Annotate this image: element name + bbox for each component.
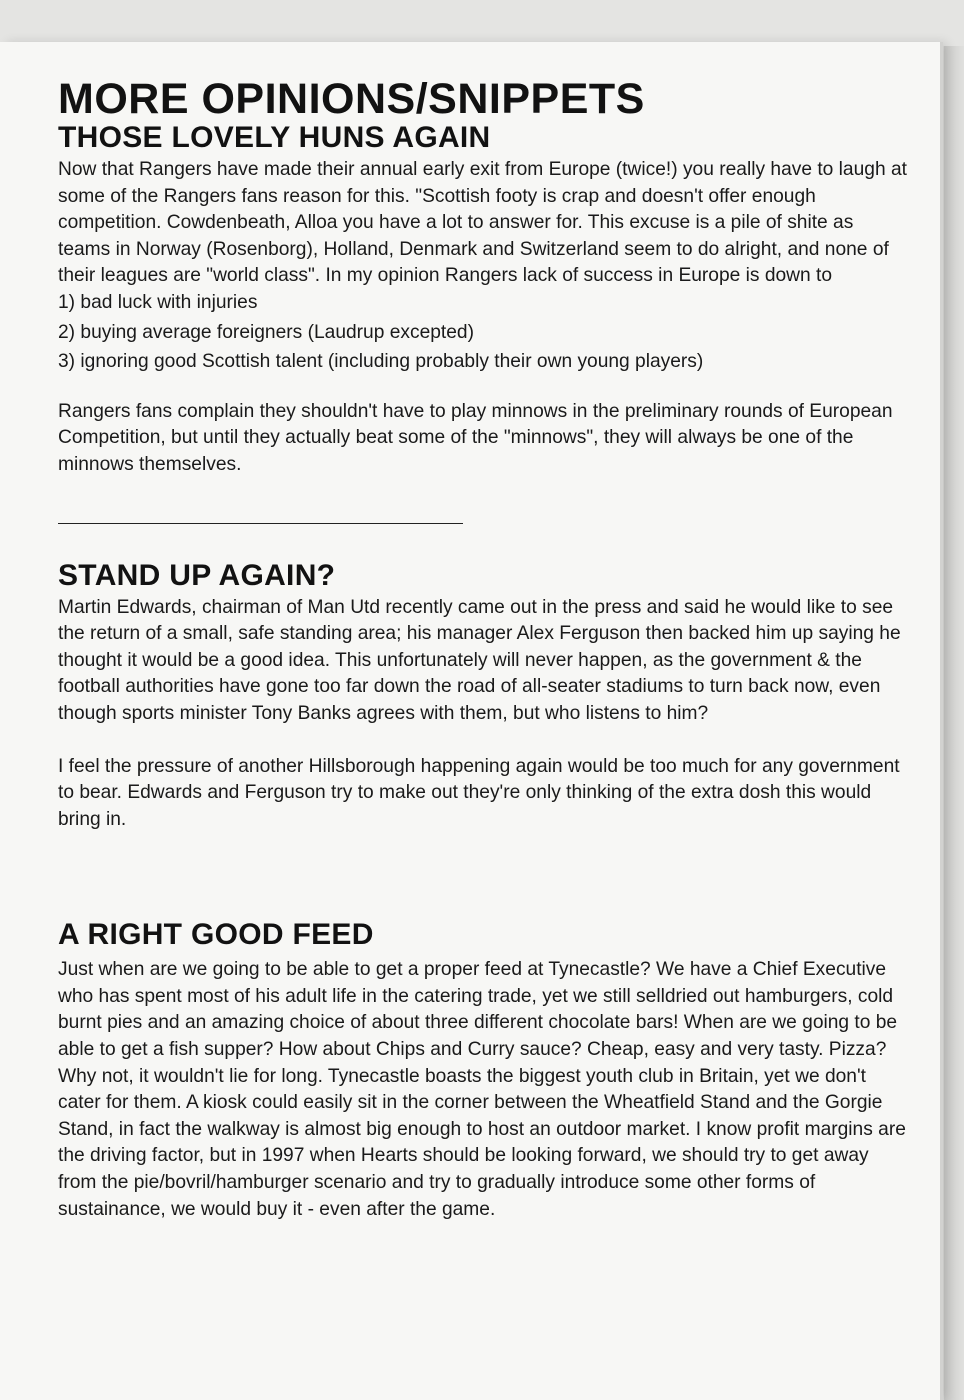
section-heading-stand-up: STAND UP AGAIN?: [58, 558, 336, 592]
section-heading-good-feed: A RIGHT GOOD FEED: [58, 918, 374, 952]
page-edge: [944, 46, 964, 1400]
section-stand-up-paragraph-2: I feel the pressure of another Hillsborough happening again would be too much for any government to bear. Edwards and Ferguson try to make out they're only thinking of the extra dosh this would bring in.: [58, 755, 900, 830]
scanner-background: [0, 0, 964, 46]
section-divider: [58, 523, 463, 524]
list-item: 2) buying average foreigners (Laudrup excepted): [58, 321, 474, 343]
section-heading-huns: THOSE LOVELY HUNS AGAIN: [58, 121, 491, 154]
article-content: [58, 74, 908, 1223]
section-huns-paragraph-1: Now that Rangers have made their annual early exit from Europe (twice!) you really have to laugh at some of the Rangers fans reason for this. "Scottish footy is crap and doesn't offer enough competition. Cowdenbeath, Alloa you have a lot to answer for. This excuse is a pile of shite as teams in Norway (Rosenborg), Holland, Denmark and Switzerland seem to do alright, and none of their leagues are "world class". In my opinion Rangers lack of success in Europe is down to: [58, 159, 907, 287]
section-good-feed-paragraph-1: Just when are we going to be able to get a proper feed at Tynecastle? We have a Chief Executive who has spent most of his adult life in the catering trade, yet we still selldried out hamburgers, cold burnt pies and an amazing choice of about three different chocolate bars! When are we going to be able to get a fish supper? How about Chips and Curry sauce? Cheap, easy and very tasty. Pizza? Why not, it wouldn't lie for long. Tynecastle boasts the biggest youth club in Britain, yet we don't cater for them. A kiosk could easily sit in the corner between the Wheatfield Stand and the Gorgie Stand, in fact the walkway is almost big enough to host an outdoor market. I know profit margins are the driving factor, but in 1997 when Hearts should be looking forward, we should try to get away from the pie/bovril/hamburger scenario and try to gradually introduce some other forms of sustainance, we would buy it - even after the game.: [58, 959, 906, 1220]
list-item: 3) ignoring good Scottish talent (including probably their own young players): [58, 351, 704, 373]
section-huns-list: [58, 290, 908, 376]
section-huns-paragraph-2: Rangers fans complain they shouldn't have to play minnows in the preliminary rounds of European Competition, but until they actually beat some of the "minnows", they will always be one of the minnows themselves.: [58, 400, 893, 475]
page-title: MORE OPINIONS/SNIPPETS: [58, 75, 645, 123]
list-item: 1) bad luck with injuries: [58, 291, 258, 313]
section-stand-up-paragraph-1: Martin Edwards, chairman of Man Utd recently came out in the press and said he would like to see the return of a small, safe standing area; his manager Alex Ferguson then backed him up saying he thought it would be a good idea. This unfortunately will never happen, as the government & the football authorities have gone too far down the road of all-seater stadiums to turn back now, even though sports minister Tony Banks agrees with them, but who listens to him?: [58, 596, 901, 724]
